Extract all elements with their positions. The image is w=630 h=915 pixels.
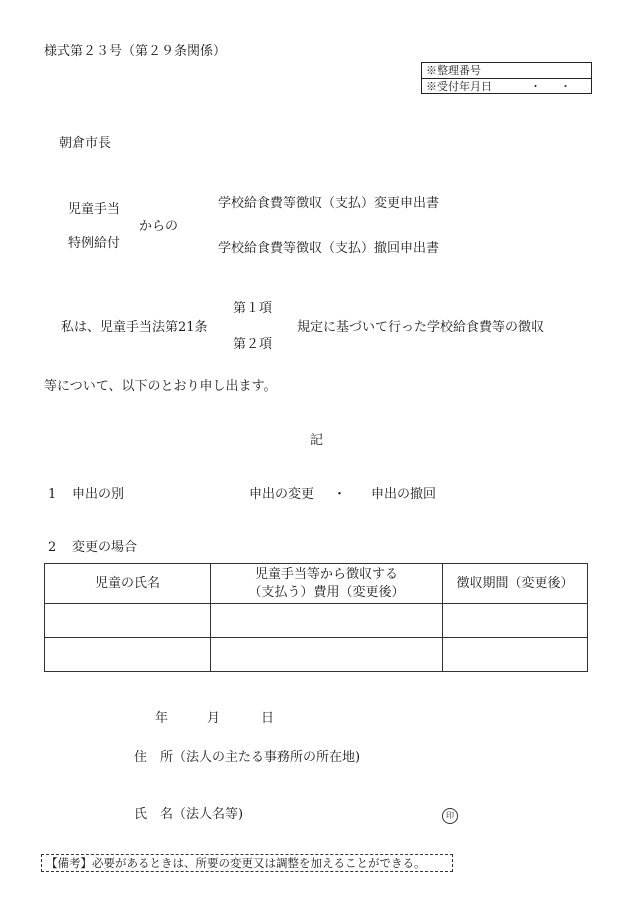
option-change: 申出の変更 — [249, 487, 315, 502]
child-name-cell[interactable] — [45, 638, 211, 672]
address-label: 住 所（法人の主たる事務所の所在地) — [134, 750, 361, 765]
ref-number-row — [422, 63, 591, 78]
title-from: からの — [139, 219, 179, 234]
statement-lead: 私は、児童手当法第21条 — [61, 320, 208, 335]
col-fee — [211, 564, 443, 604]
item1-number: 1 — [48, 487, 57, 502]
date-day: 日 — [261, 711, 275, 726]
date-separator: ・ — [530, 80, 541, 93]
clause-option-1: 第１項 — [233, 301, 273, 316]
period-cell[interactable] — [443, 604, 588, 638]
clause-option-2: 第２項 — [233, 337, 273, 352]
date-year: 年 — [155, 711, 169, 726]
benefit-option-1: 児童手当 — [68, 202, 121, 217]
item2-label: 変更の場合 — [72, 540, 138, 555]
child-change-table — [44, 563, 588, 672]
date-month: 月 — [207, 711, 221, 726]
fee-cell[interactable] — [211, 604, 443, 638]
remarks-note: 【備考】必要があるときは、所要の変更又は調整を加えることができる。 — [41, 854, 453, 872]
child-name-cell[interactable] — [45, 604, 211, 638]
record-heading: 記 — [310, 433, 324, 448]
table-row — [45, 604, 588, 638]
statement-line2: 等について、以下のとおり申し出ます。 — [44, 379, 277, 394]
col-period: 徴収期間（変更後） — [443, 564, 588, 604]
received-date-row — [422, 78, 591, 94]
table-row — [45, 638, 588, 672]
reception-box — [421, 62, 592, 94]
table-header-row — [45, 564, 588, 604]
option-separator: ・ — [333, 487, 347, 502]
ref-number-label: ※整理番号 — [426, 64, 481, 77]
addressee: 朝倉市長 — [59, 136, 112, 151]
period-cell[interactable] — [443, 638, 588, 672]
received-date-label: ※受付年月日 — [426, 80, 492, 93]
item2-number: 2 — [48, 540, 57, 555]
item1-label: 申出の別 — [72, 487, 125, 502]
option-withdraw: 申出の撤回 — [371, 487, 437, 502]
col-fee-line2: （支払う）費用（変更後） — [248, 584, 405, 600]
seal-mark: 印 — [442, 808, 458, 824]
fee-cell[interactable] — [211, 638, 443, 672]
col-fee-line1: 児童手当等から徴収する — [254, 566, 398, 582]
benefit-option-2: 特例給付 — [68, 236, 121, 251]
form-option-change: 学校給食費等徴収（支払）変更申出書 — [218, 196, 440, 211]
statement-tail: 規定に基づいて行った学校給食費等の徴収 — [297, 320, 545, 335]
col-child-name: 児童の氏名 — [45, 564, 211, 604]
date-separator: ・ — [560, 80, 571, 93]
form-id: 様式第２３号（第２９条関係） — [44, 44, 227, 59]
form-option-withdraw: 学校給食費等徴収（支払）撤回申出書 — [218, 241, 440, 256]
name-label: 氏 名（法人名等) — [134, 807, 244, 822]
